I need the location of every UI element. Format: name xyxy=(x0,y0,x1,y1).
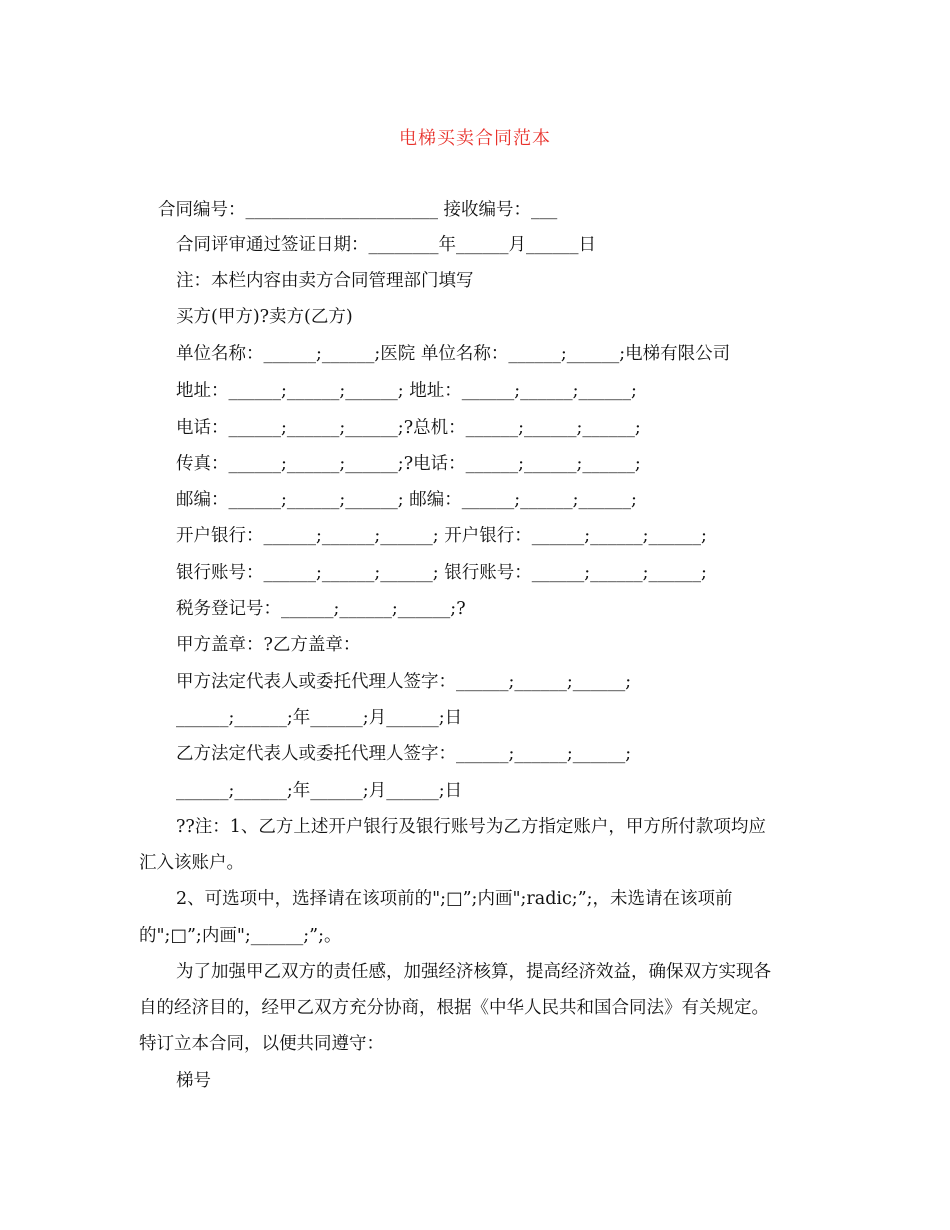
postcode-line: 邮编：______;______;______; 邮编：______;______;______; xyxy=(176,490,637,510)
document-title: 电梯买卖合同范本 xyxy=(399,128,551,149)
fax-line: 传真：______;______;______;?电话：______;______;______; xyxy=(176,454,641,474)
seal-line: 甲方盖章：?乙方盖章： xyxy=(176,635,361,655)
note-1-line: ??注：1、乙方上述开户银行及银行账号为乙方指定账户，甲方所付款项均应 xyxy=(176,817,766,837)
party-b-signature-line: 乙方法定代表人或委托代理人签字：______;______;______; xyxy=(176,744,632,764)
note-line: 注：本栏内容由卖方合同管理部门填写 xyxy=(176,271,474,291)
tax-registration-line: 税务登记号：______;______;______;? xyxy=(176,599,466,619)
party-a-date-line: ______;______;年______;月______;日 xyxy=(176,708,463,728)
party-b-date-line: ______;______;年______;月______;日 xyxy=(176,781,463,801)
note-2-line: 2、可选项中，选择请在该项前的";□”;内画";radic;”;，未选请在该项前 xyxy=(176,889,733,909)
phone-line: 电话：______;______;______;?总机：______;______;______; xyxy=(176,418,641,438)
elevator-number-line: 梯号 xyxy=(176,1071,211,1091)
note-1-continued-line: 汇入该账户。 xyxy=(139,853,244,873)
parties-line: 买方(甲方)?卖方(乙方) xyxy=(176,307,353,327)
bank-account-line: 银行账号：______;______;______; 银行账号：______;______;______; xyxy=(176,563,707,583)
preamble-line-2: 自的经济目的，经甲乙双方充分协商，根据《中华人民共和国合同法》有关规定。 xyxy=(139,998,769,1018)
preamble-line-1: 为了加强甲乙双方的责任感，加强经济核算，提高经济效益，确保双方实现各 xyxy=(176,962,771,982)
preamble-line-3: 特订立本合同，以便共同遵守： xyxy=(139,1034,384,1054)
party-a-signature-line: 甲方法定代表人或委托代理人签字：______;______;______; xyxy=(176,672,632,692)
bank-line: 开户银行：______;______;______; 开户银行：______;______;______; xyxy=(176,526,707,546)
note-2-continued-line: 的";□”;内画";______;”;。 xyxy=(139,926,342,946)
address-line: 地址：______;______;______; 地址：______;______;______; xyxy=(176,381,637,401)
unit-name-line: 单位名称：______;______;医院 单位名称：______;______;电梯有限公司 xyxy=(176,344,731,364)
contract-number-line: 合同编号：______________________ 接收编号：___ xyxy=(158,200,558,220)
review-date-line: 合同评审通过签证日期：________年______月______日 xyxy=(176,235,596,255)
